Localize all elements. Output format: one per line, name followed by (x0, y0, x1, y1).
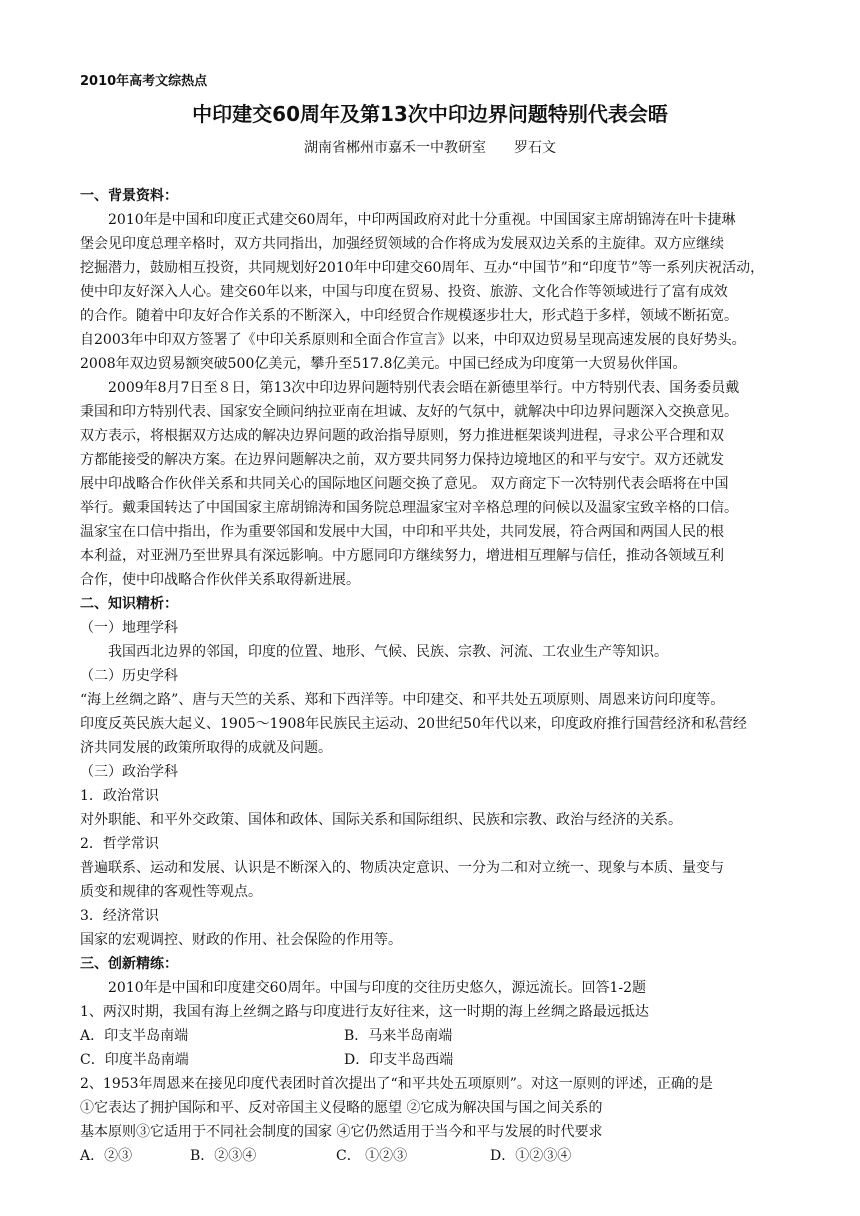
para1-line: 2010年是中国和印度正式建交60周年，中印两国政府对此十分重视。中国国家主席胡锦涛在叶卡捷琳 (108, 212, 736, 228)
para2-line: 方都能接受的解决方案。在边界问题解决之前，双方要共同努力保持边境地区的和平与安宁。双方还就发 (80, 452, 724, 468)
para2-line: 本利益，对亚洲乃至世界具有深远影响。中方愿同印方继续努力，增进相互理解与信任，推动各领域互利 (80, 548, 724, 564)
subheading-geography: （一）地理学科 (80, 620, 178, 636)
q2-option-b: B．②③④ (190, 1148, 257, 1164)
politics-2-text: 质变和规律的客观性等观点。 (80, 884, 262, 900)
para1-line: 使中印友好深入人心。建交60年以来，中国与印度在贸易、投资、旅游、文化合作等领域进行了富有成效 (80, 284, 728, 300)
question-2-line: ①它表达了拥护国际和平、反对帝国主义侵略的愿望 ②它成为解决国与国之间关系的 (80, 1100, 603, 1116)
author-line (0, 137, 860, 157)
para1-line: 2008年双边贸易额突破500亿美元，攀升至517.8亿美元。中国已经成为印度第一大贸易伙伴国。 (80, 356, 687, 372)
para2-line: 举行。戴秉国转达了中国国家主席胡锦涛和国务院总理温家宝对辛格总理的问候以及温家宝致辛格的口信。 (80, 500, 738, 516)
para2-line: 合作，使中印战略合作伙伴关系取得新进展。 (80, 572, 360, 588)
history-line: “海上丝绸之路”、唐与天竺的关系、郑和下西洋等。中印建交、和平共处五项原则、周恩来访问印度等。 (80, 692, 725, 708)
history-line: 印度反英民族大起义、1905～1908年民族民主运动、20世纪50年代以来，印度政府推行国营经济和私营经 (80, 716, 747, 732)
para2-line: 展中印战略合作伙伴关系和共同关心的国际地区问题交换了意见。 双方商定下一次特别代表会晤将在中国 (80, 476, 729, 492)
politics-1-text: 对外职能、和平外交政策、国体和政体、国际关系和国际组织、民族和宗教、政治与经济的关系。 (80, 812, 682, 828)
section-heading-background: 一、背景资料： (80, 188, 178, 204)
author-name: 罗石文 (514, 140, 556, 156)
header-tag: 2010年高考文综热点 (80, 74, 208, 89)
para1-line: 挖掘潜力，鼓励相互投资，共同规划好2010年中印建交60周年、互办“中国节”和“印度节”等一系列庆祝活动， (80, 260, 765, 276)
politics-2-heading: 2．哲学常识 (80, 836, 159, 852)
para1-line: 堡会见印度总理辛格时，双方共同指出，加强经贸领域的合作将成为发展双边关系的主旋律。双方应继续 (80, 236, 724, 252)
para1-line: 自2003年中印双方签署了《中印关系原则和全面合作宣言》以来，中印双边贸易呈现高速发展的良好势头。 (80, 332, 746, 348)
politics-3-text: 国家的宏观调控、财政的作用、社会保险的作用等。 (80, 932, 402, 948)
para1-line: 的合作。随着中印友好合作关系的不断深入，中印经贸合作规模逐步壮大，形式趋于多样，领域不断拓宽。 (80, 308, 738, 324)
q1-option-d: D．印支半岛西端 (344, 1052, 454, 1068)
politics-2-text: 普遍联系、运动和发展、认识是不断深入的、物质决定意识、一分为二和对立统一、现象与本质、量变与 (80, 860, 724, 876)
para2-line: 秉国和印方特别代表、国家安全顾问纳拉亚南在坦诚、友好的气氛中，就解决中印边界问题深入交换意见。 (80, 404, 738, 420)
q2-option-d: D．①②③④ (490, 1148, 572, 1164)
subheading-history: （二）历史学科 (80, 668, 178, 684)
question-1-stem: 1、两汉时期，我国有海上丝绸之路与印度进行友好往来，这一时期的海上丝绸之路最远抵达 (80, 1004, 649, 1020)
politics-1-heading: 1．政治常识 (80, 788, 159, 804)
exercise-intro: 2010年是中国和印度建交60周年。中国与印度的交往历史悠久，源远流长。回答1-2题 (108, 980, 646, 996)
q1-option-b: B．马来半岛南端 (344, 1028, 453, 1044)
para2-line: 2009年8月7日至８日，第13次中印边界问题特别代表会晤在新德里举行。中方特别代表、国务委员戴 (108, 380, 740, 396)
q1-option-c: C．印度半岛南端 (80, 1052, 189, 1068)
author-org: 湖南省郴州市嘉禾一中教研室 (304, 140, 486, 156)
para2-line: 双方表示，将根据双方达成的解决边界问题的政治指导原则，努力推进框架谈判进程，寻求公平合理和双 (80, 428, 724, 444)
para2-line: 温家宝在口信中指出，作为重要邻国和发展中大国，中印和平共处，共同发展，符合两国和两国人民的根 (80, 524, 724, 540)
subheading-politics: （三）政治学科 (80, 764, 178, 780)
question-2-stem: 2、1953年周恩来在接见印度代表团时首次提出了“和平共处五项原则”。对这一原则的评述，正确的是 (80, 1076, 713, 1092)
q2-option-c: C． ①②③ (336, 1148, 408, 1164)
q2-option-a: A．②③ (80, 1148, 133, 1164)
section-heading-knowledge: 二、知识精析： (80, 596, 178, 612)
section-heading-exercises: 三、创新精练： (80, 956, 178, 972)
geography-text: 我国西北边界的邻国，印度的位置、地形、气候、民族、宗教、河流、工农业生产等知识。 (108, 644, 668, 660)
question-2-line: 基本原则③它适用于不同社会制度的国家 ④它仍然适用于当今和平与发展的时代要求 (80, 1124, 603, 1140)
politics-3-heading: 3．经济常识 (80, 908, 159, 924)
history-line: 济共同发展的政策所取得的成就及问题。 (80, 740, 332, 756)
page-title: 中印建交60周年及第13次中印边界问题特别代表会晤 (192, 102, 668, 126)
q1-option-a: A．印支半岛南端 (80, 1028, 189, 1044)
